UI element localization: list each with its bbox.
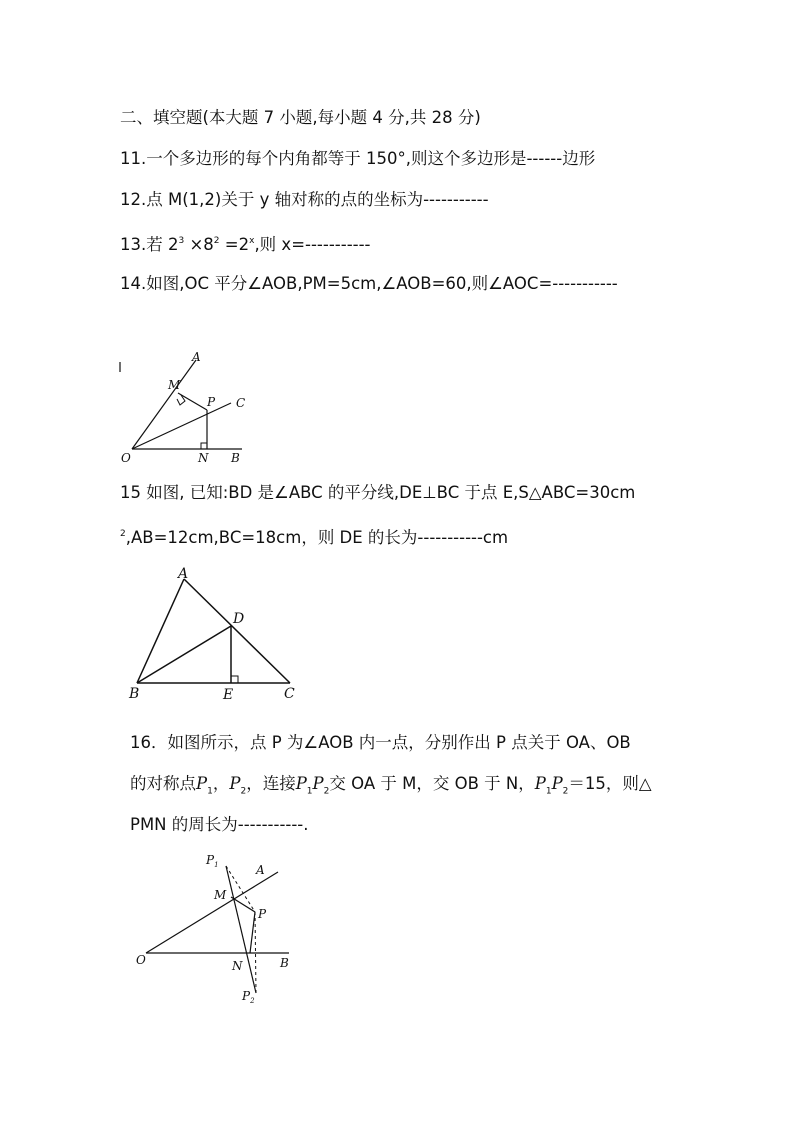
- q13-exp1: 3: [178, 236, 185, 246]
- question-16-line3: PMN 的周长为-----------.: [130, 815, 309, 834]
- q15-line1-text: 15 如图, 已知:BD 是∠ABC 的平分线,DE⊥BC 于点 E,S△ABC=30cm: [120, 483, 636, 502]
- question-12: 12.点 M(1,2)关于 y 轴对称的点的坐标为-----------: [120, 190, 489, 209]
- q16-line2-b: ，连接: [246, 774, 296, 793]
- question-14: 14.如图,OC 平分∠AOB,PM=5cm,∠AOB=60,则∠AOC=-----------: [120, 274, 618, 293]
- q15-right-angle-e: [231, 676, 238, 683]
- q16-label-m: M: [214, 888, 227, 902]
- q14-label-m: M: [168, 378, 181, 392]
- q16-figure: [130, 850, 310, 1010]
- q16-p1: P: [196, 774, 208, 793]
- q15-line2-text: ,AB=12cm,BC=18cm，则 DE 的长为-----------cm: [125, 528, 509, 547]
- q16-segment-p1p2: [226, 866, 256, 993]
- q13-prefix: 13.若 2: [120, 235, 179, 254]
- q16-p1p2-s2: 2: [323, 786, 330, 797]
- q14-label-n: N: [198, 451, 209, 465]
- q15-side-ab: [137, 579, 184, 683]
- q16-line2-a: 的对称点: [130, 774, 196, 793]
- q15-label-b: B: [129, 686, 140, 702]
- q14-label-o: O: [121, 451, 131, 465]
- q16-label-b: B: [280, 956, 289, 970]
- q16-label-p2: $P_2$: [242, 989, 255, 1005]
- q16-p1p2-s3: 1: [545, 786, 552, 797]
- q16-sub2: 2: [240, 786, 247, 797]
- q16-line2-c: 交 OA 于 M，交 OB 于 N，: [329, 774, 535, 793]
- q13-mid: ×8: [184, 235, 214, 254]
- q16-label-a: A: [256, 863, 265, 877]
- q15-bisector-bd: [137, 626, 231, 683]
- q16-p2: P: [229, 774, 241, 793]
- q16-p1p2-s1: 1: [306, 786, 313, 797]
- question-16-line1: 16．如图所示，点 P 为∠AOB 内一点，分别作出 P 点关于 OA、OB: [130, 733, 631, 752]
- q16-sep: ，: [212, 774, 230, 793]
- q16-line2-d: ＝15，则△: [568, 774, 652, 793]
- question-13: [120, 229, 371, 257]
- q13-eq: =2: [219, 235, 250, 254]
- q15-side-ac: [184, 579, 290, 683]
- q15-exp: 2: [120, 529, 126, 539]
- q14-label-c: C: [236, 396, 246, 410]
- q14-label-b: B: [231, 451, 240, 465]
- q14-right-angle-n: [201, 443, 207, 449]
- q15-label-c: C: [284, 686, 295, 702]
- q13-exp3: x: [249, 236, 255, 246]
- q14-ray-oa: [132, 360, 196, 449]
- q16-sub1: 1: [207, 786, 213, 797]
- question-15-line1: [120, 481, 635, 505]
- q16-p1p2-a: P: [295, 774, 307, 793]
- q13-suffix: ,则 x=-----------: [254, 235, 371, 254]
- q14-ray-oc: [132, 403, 231, 449]
- q16-label-o: O: [136, 953, 146, 967]
- q16-label-p1: $P_1$: [206, 853, 219, 869]
- section-title: 二、填空题(本大题 7 小题,每小题 4 分,共 28 分): [120, 108, 481, 127]
- q16-label-p: P: [258, 907, 267, 921]
- q16-label-n: N: [232, 959, 243, 973]
- q14-label-p: P: [207, 395, 216, 409]
- q16-p1p2-s4: 2: [562, 786, 569, 797]
- q14-segment-pm: [178, 393, 207, 410]
- q16-p1p2-b: P: [312, 774, 324, 793]
- q15-figure: [126, 562, 306, 704]
- q15-label-e: E: [223, 687, 234, 703]
- q15-label-d: D: [233, 611, 245, 627]
- q15-label-a: A: [178, 566, 189, 582]
- q16-p1p2-d: P: [551, 774, 563, 793]
- q14-figure: [118, 348, 258, 470]
- q16-segment-pn: [250, 912, 255, 953]
- q13-exp2: 2: [213, 236, 220, 246]
- q14-label-a: A: [192, 350, 201, 364]
- q16-p1p2-c: P: [534, 774, 546, 793]
- question-15-line2: [120, 522, 508, 550]
- question-16-line2: [130, 772, 652, 803]
- question-11: 11.一个多边形的每个内角都等于 150°,则这个多边形是------边形: [120, 149, 596, 168]
